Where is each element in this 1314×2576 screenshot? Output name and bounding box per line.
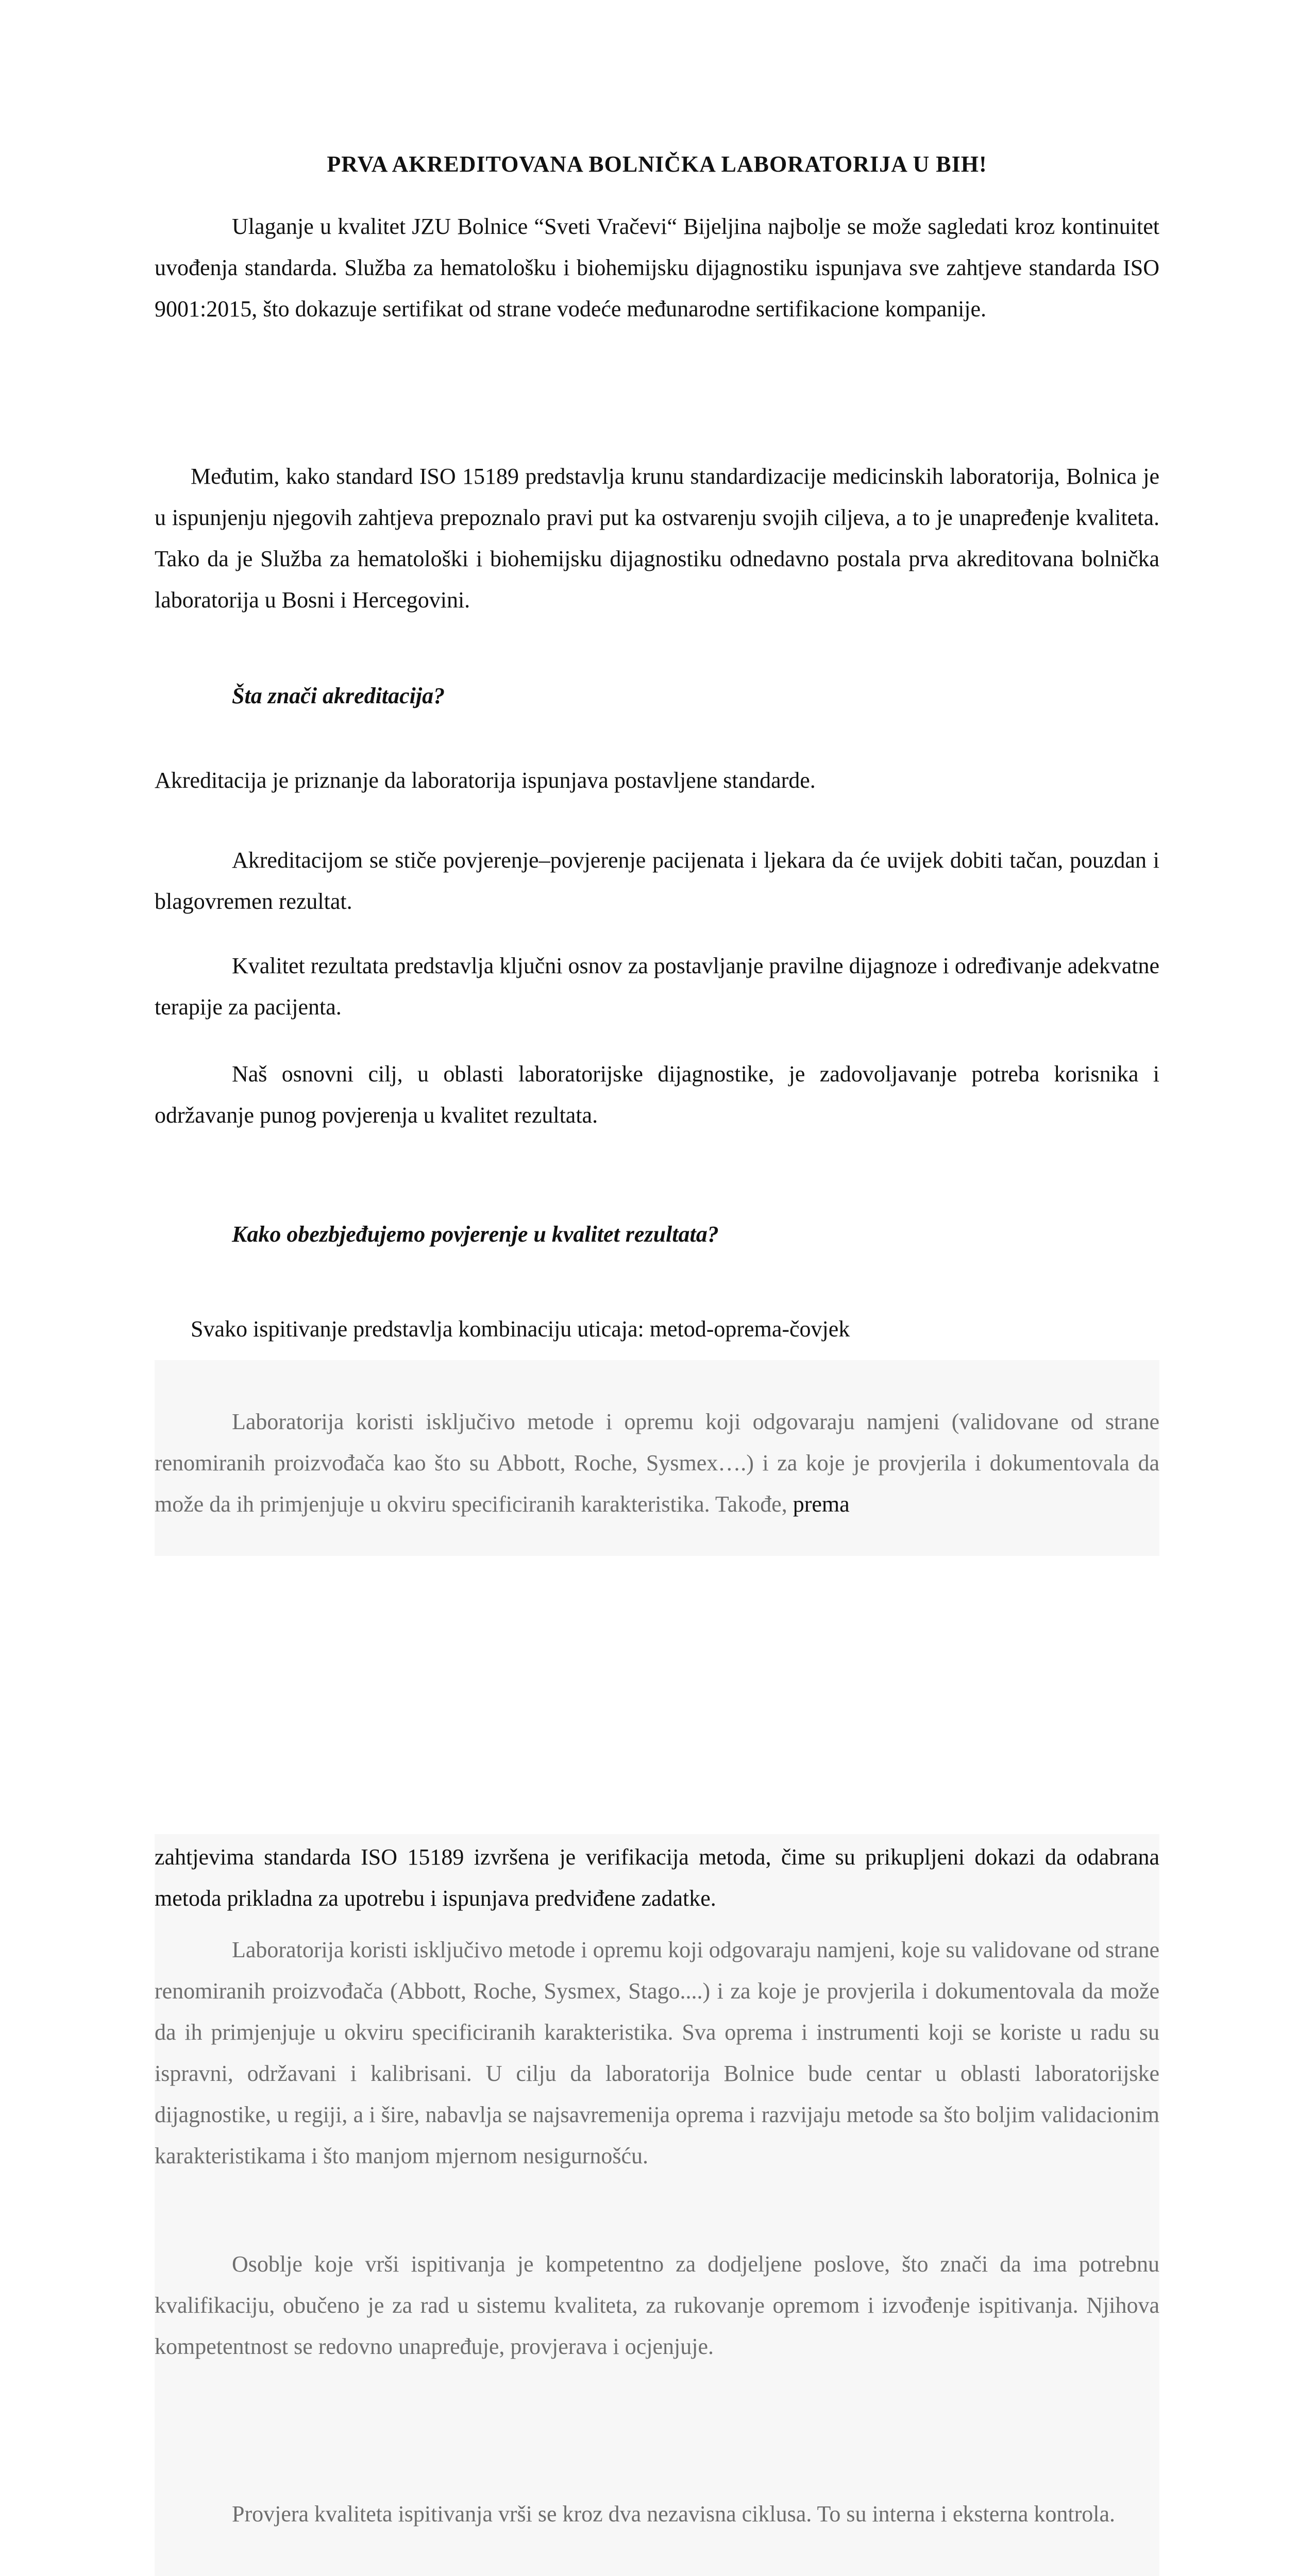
section-heading-trust: Kako obezbjeđujemo povjerenje u kvalitet rezultata? — [232, 1222, 719, 1247]
quality-check-paragraph: Provjera kvaliteta ispitivanja vrši se kroz dva nezavisna ciklusa. To su interna i eksterna kontrola. — [232, 2501, 1116, 2527]
accreditation-paragraph-3: Kvalitet rezultata predstavlja ključni osnov za postavljanje pravilne dijagnoze i određivanje adekvatne terapije za pacijenta. — [155, 953, 1159, 1020]
accreditation-paragraph-1: Akreditacija je priznanje da laboratorija ispunjava postavljene standarde. — [155, 768, 816, 793]
trust-lead-line: Svako ispitivanje predstavlja kombinaciju uticaja: metod-oprema-čovjek — [191, 1316, 850, 1342]
document-title: PRVA AKREDITOVANA BOLNIČKA LABORATORIJA U BIH! — [327, 151, 987, 177]
methods-paragraph-continuation: zahtjevima standarda ISO 15189 izvršena je verifikacija metoda, čime su prikupljeni dokazi da odabrana metoda prikladna za upotrebu i ispunjava predviđene zadatke. — [155, 1844, 1159, 1911]
accreditation-paragraph-4: Naš osnovni cilj, u oblasti laboratorijske dijagnostike, je zadovoljavanje potreba korisnika i održavanje punog povjerenja u kvalitet rezultata. — [155, 1061, 1159, 1128]
intro-paragraph-2: Međutim, kako standard ISO 15189 predstavlja krunu standardizacije medicinskih laboratorija, Bolnica je u ispunjenju njegovih zahtjeva prepoznalo pravi put ka ostvarenju svojih ciljeva, a to je unapređenje kvaliteta. Tako da je Služba za hematološki i biohemijsku dijagnostiku odnedavno postala prva akreditovana bolnička laboratorija u Bosni i Hercegovini. — [155, 464, 1159, 613]
equipment-paragraph: Laboratorija koristi isključivo metode i opremu koji odgovaraju namjeni, koje su validovane od strane renomiranih proizvođača (Abbott, Roche, Sysmex, Stago....) i za koje je provjerila i dokumentovala da može da ih primjenjuje u okviru specificiranih karakteristika. Sva oprema i instrumenti koji se koriste u radu su ispravni, održavani i kalibrisani. U cilju da laboratorija Bolnice bude centar u oblasti laboratorijske dijagnostike, u regiji, a i šire, nabavlja se najsavremenija oprema i razvijaju metode sa što boljim validacionim karakteristikama i što manjom mjernom nesigurnošću. — [155, 1937, 1159, 2168]
methods-paragraph-start — [155, 1401, 1159, 1525]
methods-paragraph-dark-word: prema — [793, 1492, 850, 1517]
section-heading-accreditation: Šta znači akreditacija? — [232, 683, 445, 708]
accreditation-paragraph-2: Akreditacijom se stiče povjerenje–povjerenje pacijenata i ljekara da će uvijek dobiti tačan, pouzdan i blagovremen rezultat. — [155, 848, 1159, 914]
methods-paragraph-grey-text: Laboratorija koristi isključivo metode i opremu koji odgovaraju namjeni (validovane od strane renomiranih proizvođača kao što su Abbott, Roche, Sysmex….) i za koje je provjerila i dokumentovala da može da ih primjenjuje u okviru specificiranih karakteristika. Takođe, — [155, 1409, 1159, 1517]
staff-paragraph: Osoblje koje vrši ispitivanja je kompetentno za dodjeljene poslove, što znači da ima potrebnu kvalifikaciju, obučeno je za rad u sistemu kvaliteta, za rukovanje opremom i izvođenje ispitivanja. Njihova kompetentnost se redovno unapređuje, provjerava i ocjenjuje. — [155, 2251, 1159, 2359]
intro-paragraph-1: Ulaganje u kvalitet JZU Bolnice “Sveti Vračevi“ Bijeljina najbolje se može sagledati kroz kontinuitet uvođenja standarda. Služba za hematološku i biohemijsku dijagnostiku ispunjava sve zahtjeve standarda ISO 9001:2015, što dokazuje sertifikat od strane vodeće međunarodne sertifikacione kompanije. — [155, 214, 1159, 321]
